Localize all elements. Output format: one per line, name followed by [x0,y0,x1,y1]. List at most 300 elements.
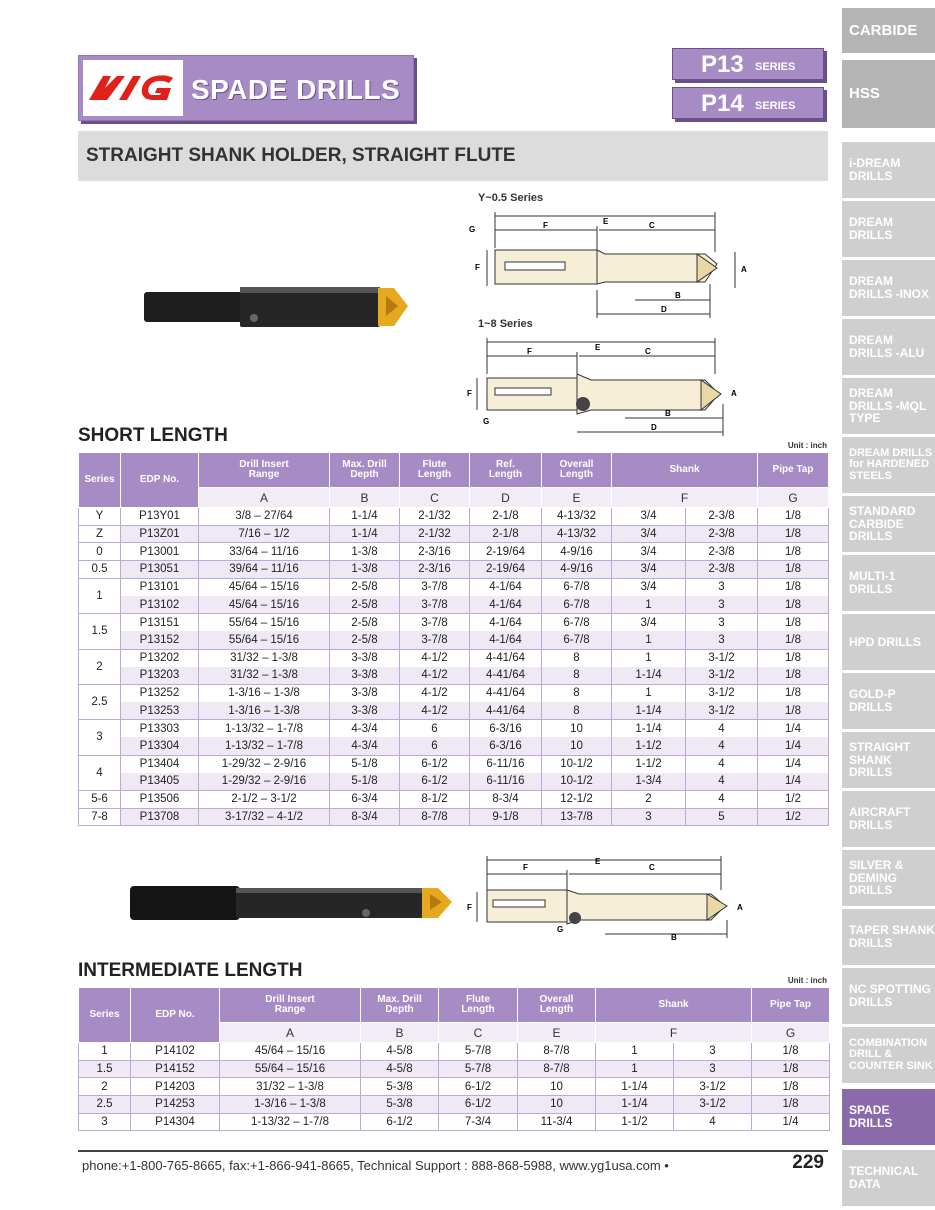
dia-cell: 1 [612,649,686,667]
depth-cell: 4-3/4 [330,737,400,755]
len-cell: 4 [686,773,758,791]
dia-cell: 1-1/4 [612,720,686,738]
col-edp: EDP No. [121,453,199,508]
page-subtitle: STRAIGHT SHANK HOLDER, STRAIGHT FLUTE [86,145,516,166]
len-cell: 3 [686,596,758,614]
edp-cell: P14152 [131,1060,220,1078]
tab-gold-p[interactable]: GOLD-P DRILLS [842,673,935,729]
depth-cell: 3-3/8 [330,684,400,702]
pipe-cell: 1/8 [752,1078,830,1096]
diagram-letter-g: G [483,417,490,426]
series-cell: 2 [79,649,121,684]
series-cell: 1.5 [79,1060,131,1078]
tab-dream-drills-mql[interactable]: DREAM DRILLS -MQL TYPE [842,378,935,434]
len-cell: 3 [674,1060,752,1078]
overall-cell: 10 [542,737,612,755]
range-cell: 1-3/16 – 1-3/8 [199,684,330,702]
ref-cell: 4-1/64 [470,631,542,649]
diagram-letter-a: A [731,389,737,398]
range-cell: 39/64 – 11/16 [199,561,330,579]
col-series: Series [79,453,121,508]
tab-dream-drills-inox[interactable]: DREAM DRILLS -INOX [842,260,935,316]
depth-cell: 4-5/8 [361,1043,439,1061]
diagram-letter-f: F [475,263,480,272]
pipe-cell: 1/8 [758,702,829,720]
pipe-cell: 1/2 [758,808,829,826]
tab-taper-shank[interactable]: TAPER SHANK DRILLS [842,909,935,965]
overall-cell: 4-13/32 [542,508,612,526]
edp-cell: P14203 [131,1078,220,1096]
range-cell: 1-13/32 – 1-7/8 [199,720,330,738]
table-row [79,773,829,791]
col-depth: Max. Drill Depth [361,988,439,1023]
range-cell: 31/32 – 1-3/8 [199,667,330,685]
dia-cell: 3/4 [612,525,686,543]
diagram-letter-e: E [595,343,601,352]
overall-cell: 12-1/2 [542,791,612,809]
edp-cell: P13202 [121,649,199,667]
series-cell: 0 [79,543,121,561]
table-row [79,667,829,685]
diagram-letter-f: F [527,347,532,356]
table-row [79,631,829,649]
overall-cell: 6-7/8 [542,631,612,649]
overall-cell: 8-7/8 [518,1043,596,1061]
depth-cell: 2-5/8 [330,631,400,649]
flute-cell: 2-1/32 [400,508,470,526]
flute-cell: 7-3/4 [439,1113,518,1131]
flute-cell: 3-7/8 [400,614,470,632]
dia-cell: 3/4 [612,508,686,526]
ref-cell: 6-11/16 [470,773,542,791]
overall-cell: 8 [542,667,612,685]
tab-silver-deming[interactable]: SILVER & DEMING DRILLS [842,850,935,906]
ref-cell: 2-1/8 [470,525,542,543]
edp-cell: P13101 [121,578,199,596]
series-cell: 0.5 [79,561,121,579]
overall-cell: 13-7/8 [542,808,612,826]
series-cell: 2.5 [79,1096,131,1114]
depth-cell: 3-3/8 [330,667,400,685]
letter-f: F [596,1023,752,1043]
intermediate-length-table [78,987,830,1131]
diagram-letter-c: C [649,221,655,230]
ref-cell: 9-1/8 [470,808,542,826]
pipe-cell: 1/8 [758,578,829,596]
letter-g: G [752,1023,830,1043]
table-row [79,791,829,809]
diagram-letter-b: B [671,933,677,942]
len-cell: 2-3/8 [686,543,758,561]
table-row [79,1078,830,1096]
range-cell: 1-13/32 – 1-7/8 [220,1113,361,1131]
overall-cell: 6-7/8 [542,596,612,614]
overall-cell: 4-13/32 [542,525,612,543]
short-length-title: SHORT LENGTH [78,425,228,446]
col-series: Series [79,988,131,1043]
ref-cell: 6-3/16 [470,720,542,738]
pipe-cell: 1/2 [758,791,829,809]
pipe-cell: 1/8 [758,631,829,649]
ref-cell: 4-1/64 [470,578,542,596]
ref-cell: 4-1/64 [470,596,542,614]
len-cell: 3 [686,631,758,649]
letter-e: E [518,1023,596,1043]
series-cell: Y [79,508,121,526]
letter-b: B [330,488,400,508]
table-row [79,578,829,596]
table-row [79,684,829,702]
dia-cell: 3/4 [612,543,686,561]
series-cell: 1.5 [79,614,121,649]
len-cell: 4 [686,791,758,809]
diagram-letter-c: C [645,347,651,356]
ref-cell: 6-11/16 [470,755,542,773]
depth-cell: 1-1/4 [330,508,400,526]
flute-cell: 3-7/8 [400,596,470,614]
len-cell: 2-3/8 [686,525,758,543]
pipe-cell: 1/8 [758,525,829,543]
series-code: P14 [701,90,744,117]
pipe-cell: 1/8 [758,649,829,667]
depth-cell: 5-3/8 [361,1096,439,1114]
diagram-letter-a: A [737,903,743,912]
range-cell: 3/8 – 27/64 [199,508,330,526]
table-row [79,808,829,826]
overall-cell: 4-9/16 [542,561,612,579]
flute-cell: 6 [400,720,470,738]
depth-cell: 4-5/8 [361,1060,439,1078]
overall-cell: 6-7/8 [542,614,612,632]
range-cell: 1-29/32 – 2-9/16 [199,773,330,791]
diagram-letter-b: B [665,409,671,418]
ref-cell: 4-41/64 [470,702,542,720]
range-cell: 55/64 – 15/16 [199,614,330,632]
dia-cell: 1-1/4 [612,702,686,720]
series-cell: 1 [79,1043,131,1061]
len-cell: 3-1/2 [686,684,758,702]
ref-cell: 4-41/64 [470,667,542,685]
header-banner [78,55,414,121]
tab-hpd-drills[interactable]: HPD DRILLS [842,614,935,670]
edp-cell: P13506 [121,791,199,809]
table-row [79,1096,830,1114]
subtitle-bar [78,131,828,181]
tab-carbide[interactable]: CARBIDE [842,8,935,53]
series-word: SERIES [755,61,796,73]
flute-cell: 4-1/2 [400,684,470,702]
col-shank: Shank [596,988,752,1023]
flute-cell: 2-1/32 [400,525,470,543]
dia-cell: 1 [612,631,686,649]
series-tag-p13 [672,48,824,80]
flute-cell: 6-1/2 [400,755,470,773]
tab-combination-drill[interactable]: COMBINATION DRILL & COUNTER SINK [842,1027,935,1083]
ref-cell: 4-41/64 [470,684,542,702]
series-1-8-diagram [465,334,755,449]
flute-cell: 3-7/8 [400,578,470,596]
ref-cell: 8-3/4 [470,791,542,809]
dia-cell: 2 [612,791,686,809]
table-row [79,737,829,755]
series-cell: 5-6 [79,791,121,809]
overall-cell: 10-1/2 [542,773,612,791]
series-cell: Z [79,525,121,543]
col-edp: EDP No. [131,988,220,1043]
dia-cell: 3/4 [612,578,686,596]
diagram-letter-f: F [543,221,548,230]
table-row [79,561,829,579]
dia-cell: 1-1/4 [596,1096,674,1114]
flute-cell: 6 [400,737,470,755]
dia-cell: 1-1/2 [612,737,686,755]
flute-cell: 2-3/16 [400,543,470,561]
range-cell: 55/64 – 15/16 [199,631,330,649]
col-overall: Overall Length [542,453,612,488]
table-row [79,1043,830,1061]
len-cell: 3-1/2 [674,1078,752,1096]
pipe-cell: 1/8 [758,596,829,614]
len-cell: 3-1/2 [686,702,758,720]
footer [78,1150,828,1173]
pipe-cell: 1/8 [758,543,829,561]
overall-cell: 10 [518,1096,596,1114]
series-cell: 4 [79,755,121,790]
range-cell: 55/64 – 15/16 [220,1060,361,1078]
pipe-cell: 1/8 [752,1096,830,1114]
len-cell: 4 [674,1113,752,1131]
yg-logo [83,60,183,116]
edp-cell: P13102 [121,596,199,614]
len-cell: 3 [686,578,758,596]
dia-cell: 3/4 [612,561,686,579]
col-flute: Flute Length [439,988,518,1023]
overall-cell: 8 [542,649,612,667]
table-row [79,525,829,543]
tab-technical-data[interactable]: TECHNICAL DATA [842,1150,935,1206]
series-cell: 3 [79,720,121,755]
range-cell: 7/16 – 1/2 [199,525,330,543]
diagram-letter-b: B [675,291,681,300]
ref-cell: 2-19/64 [470,561,542,579]
tab-dream-drills[interactable]: DREAM DRILLS [842,201,935,257]
pipe-cell: 1/8 [758,508,829,526]
range-cell: 1-29/32 – 2-9/16 [199,755,330,773]
depth-cell: 2-5/8 [330,614,400,632]
dia-cell: 1 [612,684,686,702]
depth-cell: 1-1/4 [330,525,400,543]
depth-cell: 1-3/8 [330,561,400,579]
letter-f: F [612,488,758,508]
pipe-cell: 1/4 [758,755,829,773]
table-row [79,1060,830,1078]
col-range: Drill Insert Range [220,988,361,1023]
table-row [79,596,829,614]
table-row [79,1113,830,1131]
table-row [79,720,829,738]
pipe-cell: 1/8 [752,1043,830,1061]
flute-cell: 4-1/2 [400,702,470,720]
ref-cell: 6-3/16 [470,737,542,755]
pipe-cell: 1/4 [758,720,829,738]
len-cell: 3 [686,614,758,632]
edp-cell: P13151 [121,614,199,632]
letter-a: A [220,1023,361,1043]
pipe-cell: 1/8 [758,614,829,632]
len-cell: 4 [686,737,758,755]
dia-cell: 1-1/4 [612,667,686,685]
diagram-letter-d: D [651,423,657,432]
range-cell: 45/64 – 15/16 [220,1043,361,1061]
pipe-cell: 1/4 [752,1113,830,1131]
range-cell: 1-3/16 – 1-3/8 [199,702,330,720]
dia-cell: 1-1/2 [612,755,686,773]
edp-cell: P13253 [121,702,199,720]
edp-cell: P13Y01 [121,508,199,526]
ref-cell: 2-1/8 [470,508,542,526]
edp-cell: P13708 [121,808,199,826]
series-cell: 7-8 [79,808,121,826]
diagram-letter-d: D [661,305,667,314]
edp-cell: P13404 [121,755,199,773]
overall-cell: 10 [518,1078,596,1096]
dia-cell: 1-3/4 [612,773,686,791]
table-row [79,649,829,667]
len-cell: 4 [686,720,758,738]
tab-standard-carbide[interactable]: STANDARD CARBIDE DRILLS [842,496,935,552]
page-title: SPADE DRILLS [191,74,401,105]
series-tag-p14 [672,87,824,119]
col-flute: Flute Length [400,453,470,488]
overall-cell: 10 [542,720,612,738]
overall-cell: 10-1/2 [542,755,612,773]
dia-cell: 3 [612,808,686,826]
dia-cell: 3/4 [612,614,686,632]
col-ref: Ref. Length [470,453,542,488]
col-shank: Shank [612,453,758,488]
series-code: P13 [701,51,744,78]
edp-cell: P14102 [131,1043,220,1061]
tab-spade-drills[interactable]: SPADE DRILLS [842,1089,935,1145]
dia-cell: 1-1/2 [596,1113,674,1131]
depth-cell: 2-5/8 [330,578,400,596]
overall-cell: 6-7/8 [542,578,612,596]
dia-cell: 1 [612,596,686,614]
range-cell: 2-1/2 – 3-1/2 [199,791,330,809]
letter-c: C [400,488,470,508]
edp-cell: P14253 [131,1096,220,1114]
depth-cell: 3-3/8 [330,649,400,667]
pipe-cell: 1/8 [758,684,829,702]
depth-cell: 5-1/8 [330,773,400,791]
flute-cell: 8-1/2 [400,791,470,809]
diagram-title-1-8-series: 1~8 Series [478,318,533,330]
tab-straight-shank[interactable]: STRAIGHT SHANK DRILLS [842,732,935,788]
footer-contact: phone:+1-800-765-8665, fax:+1-866-941-8665, Technical Support : 888-868-5988, www.yg1usa.com • [82,1158,669,1173]
depth-cell: 2-5/8 [330,596,400,614]
tab-nc-spotting[interactable]: NC SPOTTING DRILLS [842,968,935,1024]
table-row [79,508,829,526]
depth-cell: 5-1/8 [330,755,400,773]
diagram-letter-g: G [557,925,564,934]
overall-cell: 8-7/8 [518,1060,596,1078]
pipe-cell: 1/4 [758,737,829,755]
tab-aircraft[interactable]: AIRCRAFT DRILLS [842,791,935,847]
flute-cell: 6-1/2 [400,773,470,791]
edp-cell: P13Z01 [121,525,199,543]
range-cell: 45/64 – 15/16 [199,596,330,614]
pipe-cell: 1/8 [758,667,829,685]
flute-cell: 2-3/16 [400,561,470,579]
dia-cell: 1 [596,1043,674,1061]
diagram-letter-f: F [467,903,472,912]
depth-cell: 3-3/8 [330,702,400,720]
table-row [79,702,829,720]
diagram-letter-a: A [741,265,747,274]
edp-cell: P14304 [131,1113,220,1131]
tab-dream-drills-alu[interactable]: DREAM DRILLS -ALU [842,319,935,375]
diagram-title-y-series: Y~0.5 Series [478,192,544,204]
len-cell: 3 [674,1043,752,1061]
tab-i-dream-drills[interactable]: i-DREAM DRILLS [842,142,935,198]
edp-cell: P13051 [121,561,199,579]
flute-cell: 4-1/2 [400,649,470,667]
series-cell: 2.5 [79,684,121,719]
pipe-cell: 1/4 [758,773,829,791]
len-cell: 5 [686,808,758,826]
diagram-letter-e: E [603,217,609,226]
col-overall: Overall Length [518,988,596,1023]
edp-cell: P13303 [121,720,199,738]
len-cell: 3-1/2 [686,649,758,667]
series-cell: 3 [79,1113,131,1131]
diagram-letter-f: F [467,389,472,398]
flute-cell: 6-1/2 [439,1078,518,1096]
len-cell: 3-1/2 [674,1096,752,1114]
dia-cell: 1 [596,1060,674,1078]
col-pipe: Pipe Tap [752,988,830,1023]
y-series-diagram [465,208,755,333]
diagram-letter-e: E [595,857,601,866]
edp-cell: P13405 [121,773,199,791]
diagram-letter-c: C [649,863,655,872]
tab-multi-1[interactable]: MULTI-1 DRILLS [842,555,935,611]
diagram-letter-f: F [523,863,528,872]
overall-cell: 4-9/16 [542,543,612,561]
letter-b: B [361,1023,439,1043]
flute-cell: 6-1/2 [439,1096,518,1114]
col-pipe: Pipe Tap [758,453,829,488]
short-holder-photo [142,282,412,347]
flute-cell: 5-7/8 [439,1043,518,1061]
range-cell: 33/64 – 11/16 [199,543,330,561]
range-cell: 3-17/32 – 4-1/2 [199,808,330,826]
short-length-table [78,452,829,826]
short-unit: Unit : inch [787,441,827,450]
series-cell: 2 [79,1078,131,1096]
range-cell: 31/32 – 1-3/8 [199,649,330,667]
letter-d: D [470,488,542,508]
overall-cell: 8 [542,702,612,720]
dia-cell: 1-1/4 [596,1078,674,1096]
tab-hss[interactable]: HSS [842,60,935,128]
intermediate-holder-photo [128,880,458,935]
range-cell: 1-3/16 – 1-3/8 [220,1096,361,1114]
edp-cell: P13001 [121,543,199,561]
tab-dream-drills-hardened[interactable]: DREAM DRILLS for HARDENED STEELS [842,437,935,493]
edp-cell: P13203 [121,667,199,685]
ref-cell: 4-41/64 [470,649,542,667]
